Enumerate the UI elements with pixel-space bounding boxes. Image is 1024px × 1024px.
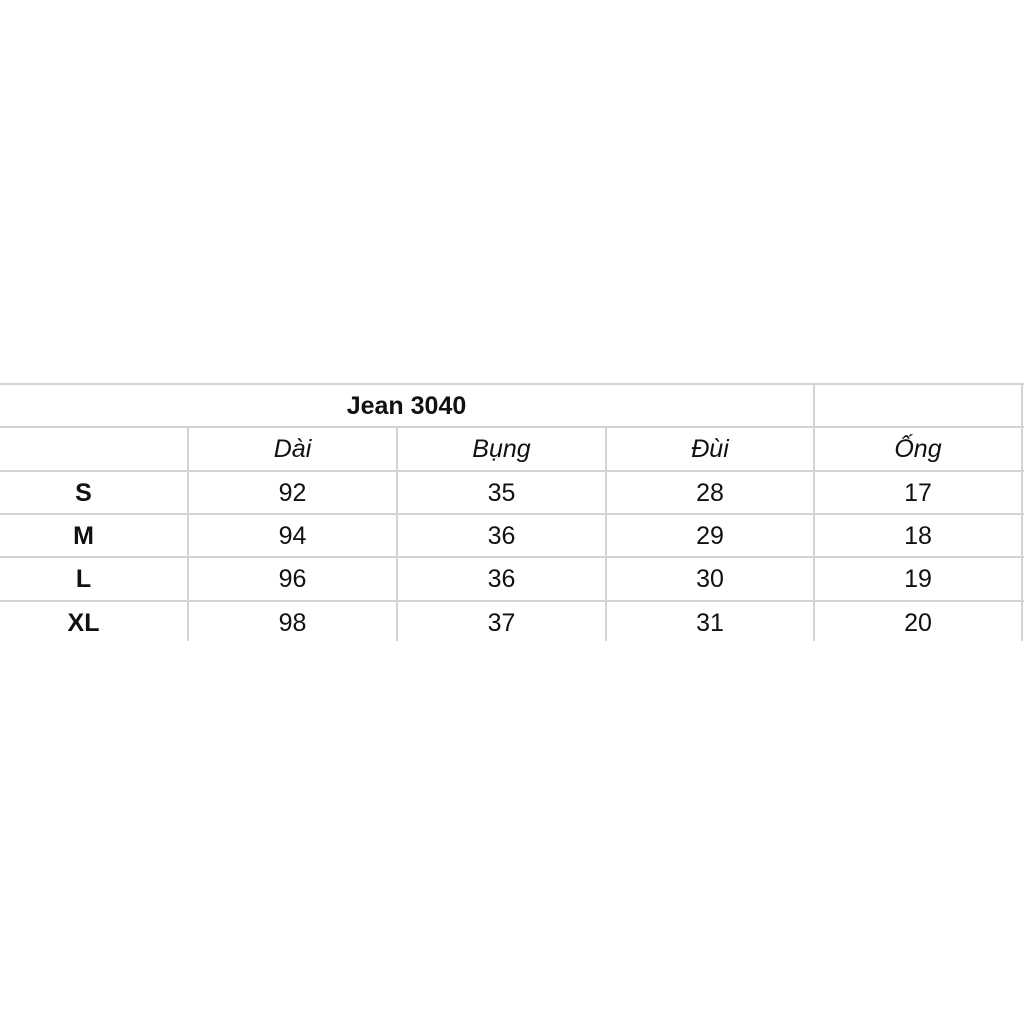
row-label-s: S <box>75 478 92 507</box>
row-label-xl: XL <box>67 608 100 637</box>
table-cell: 17 <box>904 478 932 507</box>
table-cell: 36 <box>487 521 516 550</box>
table-cell: 96 <box>278 565 307 593</box>
table-title: Jean 3040 <box>346 391 467 420</box>
table-cell: 98 <box>278 608 307 637</box>
table-cell: 29 <box>696 521 724 550</box>
table-cell: 18 <box>904 521 932 550</box>
row-label-m: M <box>73 521 94 550</box>
table-cell: 19 <box>904 565 932 593</box>
column-header-bung: Bụng <box>472 435 531 463</box>
table-cell: 30 <box>696 565 724 593</box>
table-cell: 20 <box>904 608 932 637</box>
table-cell: 37 <box>487 608 516 637</box>
table-cell: 28 <box>696 478 724 507</box>
grid-line-v-5 <box>1021 383 1023 641</box>
row-label-l: L <box>75 565 92 593</box>
column-header-dui: Đùi <box>691 435 729 463</box>
table-cell: 36 <box>487 565 516 593</box>
table-cell: 31 <box>696 608 724 637</box>
table-cell: 92 <box>278 478 307 507</box>
table-cell: 35 <box>487 478 516 507</box>
column-header-dai: Dài <box>273 435 312 463</box>
table-cell: 94 <box>278 521 307 550</box>
column-header-ong: Ống <box>894 435 942 463</box>
